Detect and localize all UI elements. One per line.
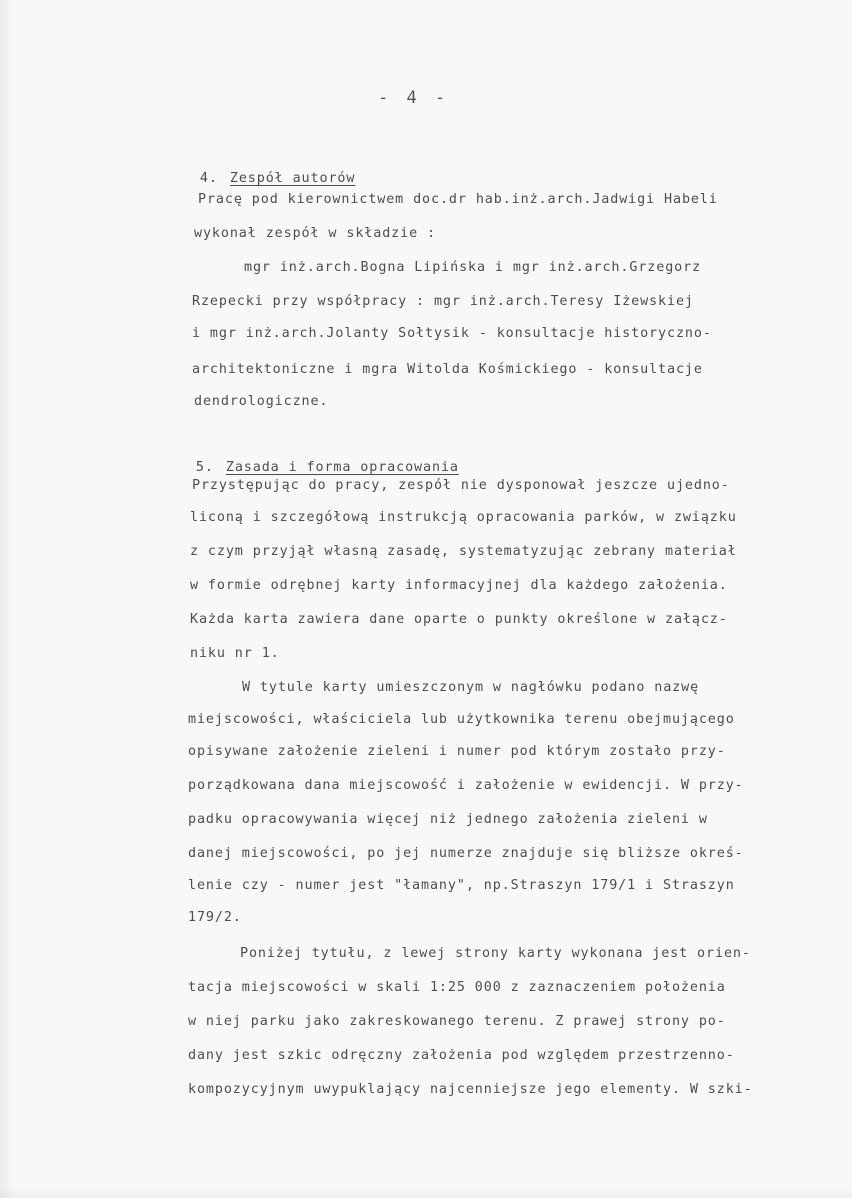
text-line: architektoniczne i mgra Witolda Kośmickiego - konsultacje — [192, 362, 703, 377]
text-line: w formie odrębnej karty informacyjnej dla każdego założenia. — [190, 578, 728, 593]
text-line: danej miejscowości, po jej numerze znajduje się bliższe okreś- — [188, 846, 744, 861]
text-line: Pracę pod kierownictwem doc.dr hab.inż.arch.Jadwigi Habeli — [198, 192, 718, 207]
text-line: i mgr inż.arch.Jolanty Sołtysik - konsultacje historyczno- — [192, 326, 712, 341]
page-number: - 4 - — [378, 88, 450, 108]
text-line: dendrologiczne. — [194, 394, 329, 409]
text-line: W tytule karty umieszczonym w nagłówku podano nazwę — [242, 680, 700, 695]
text-line: z czym przyjął własną zasadę, systematyzując zebrany materiał — [190, 544, 737, 559]
text-line: wykonał zespół w składzie : — [194, 226, 436, 241]
text-line: dany jest szkic odręczny założenia pod względem przestrzenno- — [188, 1048, 735, 1063]
text-line: Przystępując do pracy, zespół nie dysponował jeszcze ujedno- — [192, 478, 730, 493]
text-line: porządkowana dana miejscowość i założenie w ewidencji. W przy- — [188, 778, 744, 793]
text-line: Poniżej tytułu, z lewej strony karty wykonana jest orien- — [240, 946, 751, 961]
text-line: kompozycyjnym uwypuklający najcenniejsze jego elementy. W szki- — [188, 1082, 753, 1097]
text-line: niku nr 1. — [190, 646, 280, 661]
text-line: opisywane założenie zieleni i numer pod którym zostało przy- — [188, 744, 726, 759]
text-line: mgr inż.arch.Bogna Lipińska i mgr inż.arch.Grzegorz — [244, 260, 702, 275]
text-line: tacja miejscowości w skali 1:25 000 z zaznaczeniem położenia — [188, 980, 726, 995]
section-number: 4. — [199, 171, 218, 186]
text-line: w niej parku jako zakreskowanego terenu. Z prawej strony po- — [188, 1014, 726, 1029]
text-line: liconą i szczegółową instrukcją opracowania parków, w związku — [190, 510, 737, 525]
text-line: Rzepecki przy współpracy : mgr inż.arch.Teresy Iżewskiej — [192, 294, 694, 309]
text-line: padku opracowywania więcej niż jednego założenia zieleni w — [188, 812, 708, 827]
section-title: Zespół autorów — [229, 171, 356, 186]
text-line: lenie czy - numer jest "łamany", np.Straszyn 179/1 i Straszyn — [188, 878, 735, 893]
section-title: Zasada i forma opracowania — [225, 460, 459, 475]
text-line: 179/2. — [188, 910, 242, 925]
section-number: 5. — [195, 460, 214, 475]
text-line: miejscowości, właściciela lub użytkownika terenu obejmującego — [188, 712, 735, 727]
text-line: Każda karta zawiera dane oparte o punkty określone w załącz- — [190, 612, 728, 627]
